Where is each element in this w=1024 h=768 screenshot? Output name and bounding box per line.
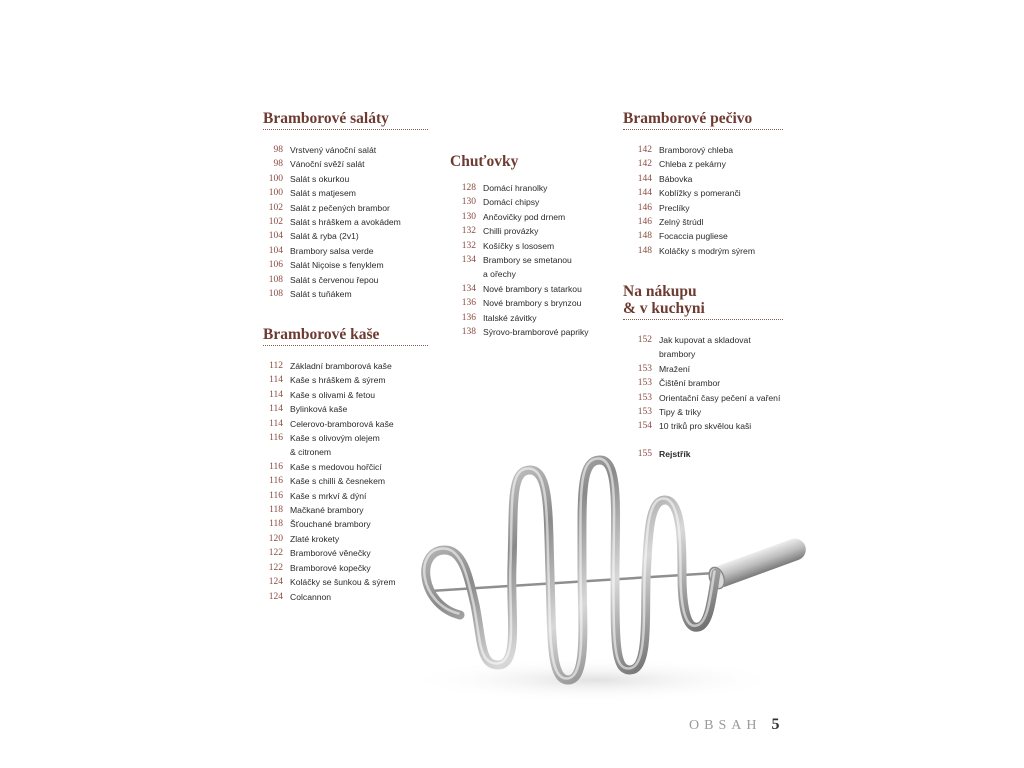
page-number: 116 [269,490,283,501]
page-number-footer: 5 [771,716,780,733]
entry-label-line: Brambory se smetanou [483,255,572,266]
entry-label [659,172,783,186]
list-item [622,215,783,229]
entry-label-line: Ančovičky pod drnem [483,211,566,222]
footer-section-word: OBSAH [689,718,762,733]
section-na-nakupu [623,283,783,461]
page-number: 132 [461,240,476,251]
list-item [446,296,590,310]
entry-label [659,419,783,433]
list-item [253,431,428,460]
entry-label-line: Zelný štrúdl [659,217,704,228]
entry-label-line: Salát s tuňákem [290,289,352,300]
entry-label-line: Nové brambory s brynzou [483,298,582,309]
page-number: 153 [637,363,652,374]
list-item [446,195,590,209]
list-item [253,157,428,171]
entry-label [290,474,428,488]
list-item [253,503,428,517]
entry-label-line: Vánoční svěží salát [290,159,365,170]
page-number: 146 [637,217,652,228]
entry-label-line: Chilli provázky [483,226,539,237]
list-item [622,229,783,243]
page-number: 114 [269,389,283,400]
entry-label-line: Celerovo-bramborová kaše [290,418,394,429]
entry-label: Rejstřík [659,448,691,459]
page-number: 102 [268,217,283,228]
list-item [622,244,783,258]
list-item [253,460,428,474]
entry-label [659,376,783,390]
entry-label [290,590,428,604]
entry-label-line: Kaše s olivovým olejem [290,433,380,444]
list-item [622,362,783,376]
page-number: 98 [273,159,283,170]
section-title [623,283,783,320]
list-item [253,373,428,387]
entry-label [290,143,428,157]
entry-label [290,402,428,416]
list-item [446,325,590,339]
list-item [253,546,428,560]
entry-label-line: Orientační časy pečení a vaření [659,392,781,403]
entry-label [290,287,428,301]
list-item [253,590,428,604]
page-number: 112 [269,361,283,371]
entry-label [483,195,590,209]
entry-label-line: Colcannon [290,591,332,602]
list-item [253,417,428,431]
list-item [446,282,590,296]
entry-label-line: Zlaté krokety [290,533,340,544]
entry-label-line: Salát s hráškem a avokádem [290,217,401,228]
entry-label [290,229,428,243]
entry-label-line: Italské závitky [483,312,537,323]
entry-label [659,157,783,171]
entry-label [483,253,590,282]
entry-label-line: Bábovka [659,173,693,184]
page-number: 152 [637,335,652,345]
entry-label-line: Focaccia pugliese [659,231,728,242]
list-item [622,391,783,405]
list-item [253,359,428,373]
list-item [253,532,428,546]
list-item [253,402,428,416]
entry-label-line: Koláčky se šunkou & sýrem [290,577,396,588]
page-number: 142 [637,159,652,170]
list-item [446,239,590,253]
page-number: 130 [461,211,476,222]
entry-label [290,201,428,215]
entry-label [659,333,783,362]
entry-label [290,258,428,272]
section-title-line2: & v kuchyni [623,300,705,317]
entry-list [622,333,783,434]
list-item [622,419,783,433]
section-chutovky [450,153,590,339]
page-number: 142 [637,145,652,155]
list-item [253,172,428,186]
entry-label [290,244,428,258]
section-bramborove-kase [263,326,428,604]
page-number: 100 [268,188,283,199]
list-item [253,229,428,243]
entry-label-line: Domácí hranolky [483,183,548,193]
entry-label [290,273,428,287]
section-bramborove-salaty [263,110,428,301]
entry-label-line: brambory [659,349,696,360]
entry-label [659,391,783,405]
list-item [446,311,590,325]
entry-label [290,532,428,546]
entry-label-line: Bramborový chleba [659,145,734,155]
entry-label [290,517,428,531]
page-number: 144 [637,173,652,184]
page-number: 104 [268,245,283,256]
entry-label-line: Salát s červenou řepou [290,274,379,285]
entry-label-line: Kaše s medovou hořčicí [290,461,382,472]
entry-label [290,186,428,200]
entry-label-line: Sýrovo-bramborové papriky [483,327,589,338]
list-item [622,143,783,157]
entry-label [290,417,428,431]
entry-label-line: Salát & ryba (2v1) [290,231,359,242]
list-item [622,333,783,362]
entry-label-line: Preclíky [659,202,690,213]
entry-label-line: Košíčky s lososem [483,240,555,251]
page-number: 154 [637,421,652,432]
page-number: 100 [268,173,283,184]
entry-label-line: Salát s matjesem [290,188,356,199]
entry-label [659,186,783,200]
entry-label-line: Základní bramborová kaše [290,361,392,371]
list-item [622,201,783,215]
entry-label [659,229,783,243]
page-number: 155 [637,448,652,459]
page-number: 116 [269,476,283,487]
page-number: 108 [268,289,283,300]
entry-label-line: Bramborové věnečky [290,548,371,559]
page-number: 108 [268,274,283,285]
entry-label [290,359,428,373]
entry-label-line: Vrstvený vánoční salát [290,145,377,155]
list-item [622,376,783,390]
entry-label-line: Mražení [659,363,691,374]
entry-label [290,503,428,517]
list-item [253,287,428,301]
page-number: 114 [269,404,283,415]
entry-label [483,181,590,195]
page-footer [689,716,779,734]
entry-label-line: Salát z pečených brambor [290,202,390,213]
list-item [253,489,428,503]
entry-label [659,362,783,376]
entry-label-line: Salát s okurkou [290,173,350,184]
page-number: 144 [637,188,652,199]
entry-label [290,575,428,589]
page-number: 148 [637,231,652,242]
entry-label-line: Bramborové kopečky [290,562,371,573]
entry-label [659,405,783,419]
section-bramborove-pecivo [623,110,783,258]
section-title: Bramborové kaše [263,326,428,346]
entry-label [483,296,590,310]
entry-label-line: Jak kupovat a skladovat [659,335,751,345]
page-number: 134 [461,255,476,266]
entry-list [253,143,428,301]
entry-label [659,215,783,229]
list-item [446,253,590,282]
entry-label [290,157,428,171]
page-number: 122 [268,562,283,573]
page-number: 118 [269,519,283,530]
entry-list [622,143,783,258]
entry-label [483,210,590,224]
list-item [446,210,590,224]
list-item [446,224,590,238]
entry-label-line: Kaše s hráškem & sýrem [290,375,386,386]
page-number: 106 [268,260,283,271]
list-item [253,215,428,229]
entry-label [659,143,783,157]
page-number: 153 [637,378,652,389]
list-item [253,575,428,589]
page-number: 153 [637,407,652,418]
entry-label-line: Mačkané brambory [290,505,364,516]
page-number: 136 [461,298,476,309]
entry-label [290,561,428,575]
entry-label-line: Chleba z pekárny [659,159,726,170]
page-number: 122 [268,548,283,559]
page-number: 102 [268,202,283,213]
page-number: 124 [268,577,283,588]
list-item [253,561,428,575]
entry-label [290,489,428,503]
list-item [253,201,428,215]
section-title: Bramborové pečivo [623,110,783,130]
entry-label-line: Domácí chipsy [483,197,540,208]
entry-label-line: Šťouchané brambory [290,519,371,530]
entry-label [290,215,428,229]
entry-label-line: Salát Niçoise s fenyklem [290,260,384,271]
page-number: 114 [269,418,283,429]
page-number: 116 [269,461,283,472]
page-number: 136 [461,312,476,323]
entry-label-line: Kaše s chilli & česnekem [290,476,386,487]
list-item [253,258,428,272]
list-item [622,157,783,171]
page-number: 132 [461,226,476,237]
page-number: 98 [273,145,283,155]
page-number: 128 [461,183,476,193]
entry-label [290,172,428,186]
entry-label-line: Nové brambory s tatarkou [483,283,582,294]
entry-label-line: Kaše s olivami & fetou [290,389,376,400]
entry-label [290,546,428,560]
page-number: 124 [268,591,283,602]
page-number: 104 [268,231,283,242]
entry-label-line: Tipy & triky [659,407,702,418]
list-item [622,172,783,186]
page-number: 134 [461,283,476,294]
page-number: 130 [461,197,476,208]
entry-label [483,282,590,296]
page-number: 114 [269,375,283,386]
list-item [253,143,428,157]
entry-label [483,325,590,339]
section-title-line1: Na nákupu [623,283,697,300]
entry-label-line: 10 triků pro skvělou kaši [659,421,752,432]
page-number: 118 [269,505,283,516]
list-item [622,405,783,419]
entry-list [253,359,428,604]
list-item [253,517,428,531]
section-title: Chuťovky [450,153,519,170]
entry-label-line: Čištění brambor [659,378,721,389]
list-item [253,388,428,402]
entry-label [659,201,783,215]
entry-label-line: & citronem [290,447,332,458]
page-number: 153 [637,392,652,403]
entry-label-line: Kaše s mrkví & dýní [290,490,367,501]
list-item [622,186,783,200]
entry-label [290,460,428,474]
entry-label-line: Brambory salsa verde [290,245,374,256]
page-number: 148 [637,245,652,256]
entry-label [483,224,590,238]
entry-label [290,388,428,402]
page-number: 120 [268,533,283,544]
entry-label-line: Koláčky s modrým sýrem [659,245,755,256]
list-item [253,186,428,200]
entry-label-line: a ořechy [483,269,516,280]
entry-label-line: Bylinková kaše [290,404,348,415]
potato-masher-icon [410,455,810,705]
entry-list [446,181,590,339]
entry-label [483,311,590,325]
entry-label [290,431,428,460]
page-number: 116 [269,433,283,444]
entry-label [483,239,590,253]
list-item [253,244,428,258]
entry-label [290,373,428,387]
page-number: 146 [637,202,652,213]
list-item [253,474,428,488]
page-number: 138 [461,327,476,338]
list-item [253,273,428,287]
list-item [446,181,590,195]
entry-label-line: Koblížky s pomeranči [659,188,741,199]
entry-label [659,244,783,258]
section-title: Bramborové saláty [263,110,428,130]
